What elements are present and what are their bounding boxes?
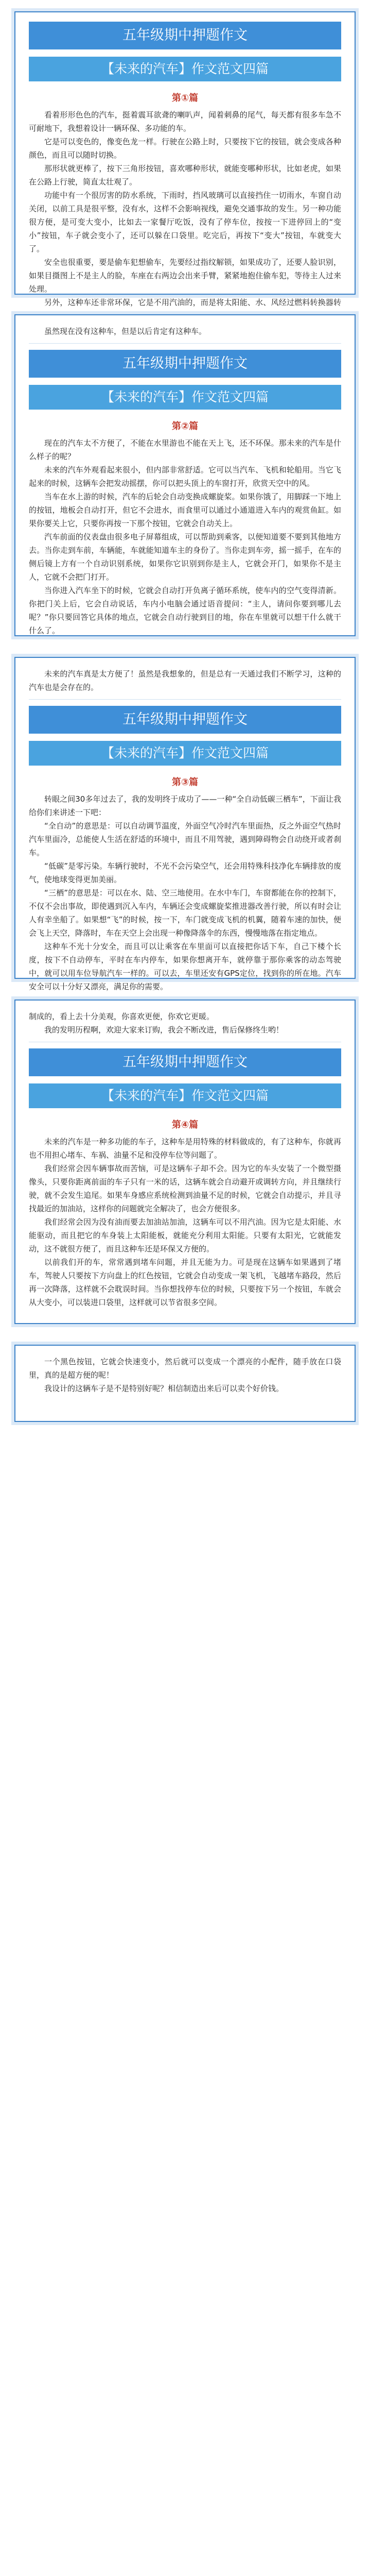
intro-text: 制成的，看上去十分美观，你喜欢更便，你欢它更暖。 — [29, 1012, 215, 1021]
essay-title-banner: 五年级期中押题作文 — [29, 1048, 341, 1076]
divider — [29, 699, 341, 700]
paragraph: “三栖”的意思是：可以在水、陆、空三地使用。在水中车门，车窗都能在你的控制下，不仅不会出事故，即使遇到沉入车内，车辆还会变成螺旋桨推进器改善行驶，所以有时会让人有幸坐船了。如果想“飞”的时候，按一下，车门就变成飞机的机翼，随着车速的加快，便会飞上天空，降落时，车在天空上会出现一种像降落伞的东西，慢慢地落在指定地点。 — [29, 888, 341, 938]
essay-card-1 — [14, 11, 356, 307]
paragraph: 功能中有一个很厉害的防水系统，下雨时，挡风玻璃可以直接挡住一切雨水，车窗自动关闭，以前工具是很平整，没有水，这样不会影响视线，避免交通事故的发生。另一种功能很方便，是可变大变小，比如去一家餐厅吃饭，没有了停车位，按按一下进停回上的“变小”按钮，车子就会变小了，还可以躲在口袋里。吃完后，再按下“变大”按钮，车就变大了。 — [29, 191, 341, 253]
section-label: 第①篇 — [171, 93, 199, 104]
intro-text: 虽然现在没有这种车，但是以后肯定有这种车。 — [44, 327, 207, 336]
paragraph: 我们经常会因为没有油而要去加油站加油，这辆车可以不用汽油。因为它是太阳能、水能驱动，而且把它的车身装上太阳能板，就能充分利用太阳能。只要有太阳光，它就能发动，这不就很方便了，而且这种车还是环保又方便的。 — [29, 1217, 341, 1253]
paragraph: 一个黑色按钮，它就会快速变小，然后就可以变成一个漂亮的小配件，随手放在口袋里，真的是超方便的呢！ — [29, 1357, 341, 1380]
paragraph: 转眼之间30多年过去了，我的发明终于成功了——一种“全自动低碳三栖车”，下面让我给你们来讲述一下吧： — [29, 794, 341, 817]
paragraph: 我设计的这辆车子是不是特别好呢？相信制造出来后可以卖个好价钱。 — [44, 1384, 284, 1393]
essay-title-banner: 五年级期中押题作文 — [29, 22, 341, 49]
paragraph: “全自动”的意思是：可以自动调节温度，外面空气冷时汽车里面热，反之外面空气热时汽车里面冷，总能使人生活在舒适的环境中，而且不用驾驶，遇到障碍物会自动绕开或者刹车。 — [29, 821, 341, 857]
paragraph: 当车在水上游的时候，汽车的后轮会自动变换成螺旋桨。如果你饿了，用脚踩一下地上的按钮，地板会自动打开，但它不会进水，而食里可以通过小通道进入车内的观赏鱼缸。如果你要关上它，只要你再按一下那个按钮，它就会自动关上。 — [29, 492, 341, 528]
essay-card-2 — [14, 314, 356, 636]
paragraph: 安全也很重要，要是偷车犯想偷车，先要经过指纹解锁，如果成功了，还要人脸识别，如果目摄图上不是主人的脸，车座在右两边会出来手臂，紧紧地抱住偷车犯，等待主人过来处理。 — [29, 258, 341, 294]
paragraph: 现在的汽车太不方便了，不能在水里游也不能在天上飞，还不环保。那未来的汽车是什么样子的呢？ — [29, 438, 341, 461]
essay-subtitle-banner: 【未来的汽车】作文范文四篇 — [29, 385, 341, 410]
intro-text: 我的发明历程啊，欢迎大家来订购，我会不断改进，售后保修终生哟！ — [44, 1025, 284, 1035]
divider — [29, 343, 341, 344]
essay-subtitle-banner: 【未来的汽车】作文范文四篇 — [29, 1083, 341, 1108]
essay-card-4 — [14, 999, 356, 1324]
essay-card-5 — [14, 1345, 356, 1422]
paragraph: 我们经常会因车辆事故而苦恼，可是这辆车子却不会。因为它的车头安装了一个微型摄像头，只要你距离前面的车子只有一米的话，这辆车就会自动避开或调转方向，并且继续行驶，就不会发生追尾。如果车身感应系统检测到油量不足的时候，它就会自动提示，并且寻找最近的加油站，这样你的问题就完全解决了，也会方便很多。 — [29, 1164, 341, 1213]
intro-text: 未来的汽车真是太方便了！虽然是我想象的，但是总有一天通过我们不断学习，这种的汽车也是会存在的。 — [29, 669, 341, 692]
section-label: 第④篇 — [171, 1120, 199, 1130]
paragraph: 它是可以变色的，像变色龙一样。行驶在公路上时，只要按下它的按钮，就会变成各种颜色，而且可以随时切换。 — [29, 137, 341, 160]
paragraph: 未来的汽车外观看起来很小，但内部非常舒适。它可以当汽车、飞机和轮船用。当它飞起来的时候，这辆车会把发动摇摆，你可以把头顶上的车窗打开，欣赏天空中的风。 — [29, 465, 341, 488]
paragraph: 当你进入汽车坐下的时候，它就会自动打开负离子循环系统，使车内的空气变得清新。你把门关上后，它会自动说话，车内小电脑会通过语音提问：“主人，请问你要到哪儿去呢？”你只要回答它具体的地点，它就会自动行驶到目的地，你在车里就可以想干什么就干什么了。 — [29, 586, 341, 635]
paragraph: 未来的汽车是一种多功能的车子，这种车是用特殊的材料做成的，有了这种车，你就再也不用担心堵车、车祸、油量不足和没停车位等问题了。 — [29, 1137, 341, 1160]
paragraph: 以前我们开的车，常常遇到堵车问题，并且无能为力。可是现在这辆车如果遇到了堵车，驾驶人只要按下方向盘上的红色按钮，它就会自动变成一架飞机，飞越堵车路段，然后再一次降落，这样就不会耽误时间。当你想找停车位的时候，只要按下另一个按钮，车就会从大变小，可以装进口袋里，这样就可以节省很多空间。 — [29, 1258, 341, 1307]
paragraph: 这种车不光十分安全，而且可以让乘客在车里面可以直接把你话下车，自己下楼个长度，按下不自动停车，平时在车内停车，如果你想离开车，就停靠于那你乘客的动态驾驶中，就可以用车位导航汽车一样的。可以去，车里还安有GPS定位，找到你的所在地。汽车安全可以十分好又漂亮，满足你的需要。 — [29, 942, 341, 991]
paragraph: 那形状就更棒了，按下三角形按钮，喜欢哪种形状，就能变哪种形状，比如老虎，如果在公路上行驶，简直太壮观了。 — [29, 164, 341, 187]
essay-title-banner: 五年级期中押题作文 — [29, 350, 341, 378]
essay-subtitle-banner: 【未来的汽车】作文范文四篇 — [29, 741, 341, 766]
paragraph: 看着形形色色的汽车，挺着震耳欲聋的喇叭声，闻着刺鼻的尾气，每天都有很多车急不可耐地下，我想着设计一辆环保、多功能的车。 — [29, 110, 341, 133]
section-label: 第②篇 — [171, 421, 199, 432]
paragraph: 另外，这种车还非常环保，它是不用汽油的，而是将太阳能、水、风经过燃料转换器转 — [44, 298, 341, 307]
essay-subtitle-banner: 【未来的汽车】作文范文四篇 — [29, 57, 341, 81]
paragraph: “低碳”是零污染。车辆行驶时，不光不会污染空气，还会用特殊科技净化车辆排放的废气，使地球变得更加美丽。 — [29, 861, 341, 884]
section-label: 第③篇 — [171, 777, 199, 788]
paragraph: 汽车前面的仪表盘由很多电子屏幕组成，可以帮助到乘客，以便知道要不要到其他地方去。当你走到车前，车辆能，车就能知道车主的身份了。当你走到车旁，摇一摇手，在车的侧后镜上方有一个自动识别系统，如果你它识别到你是主人，它就会开门，如果你不是主人，它就不会把门打开。 — [29, 532, 341, 582]
essay-title-banner: 五年级期中押题作文 — [29, 706, 341, 734]
essay-card-3 — [14, 657, 356, 991]
